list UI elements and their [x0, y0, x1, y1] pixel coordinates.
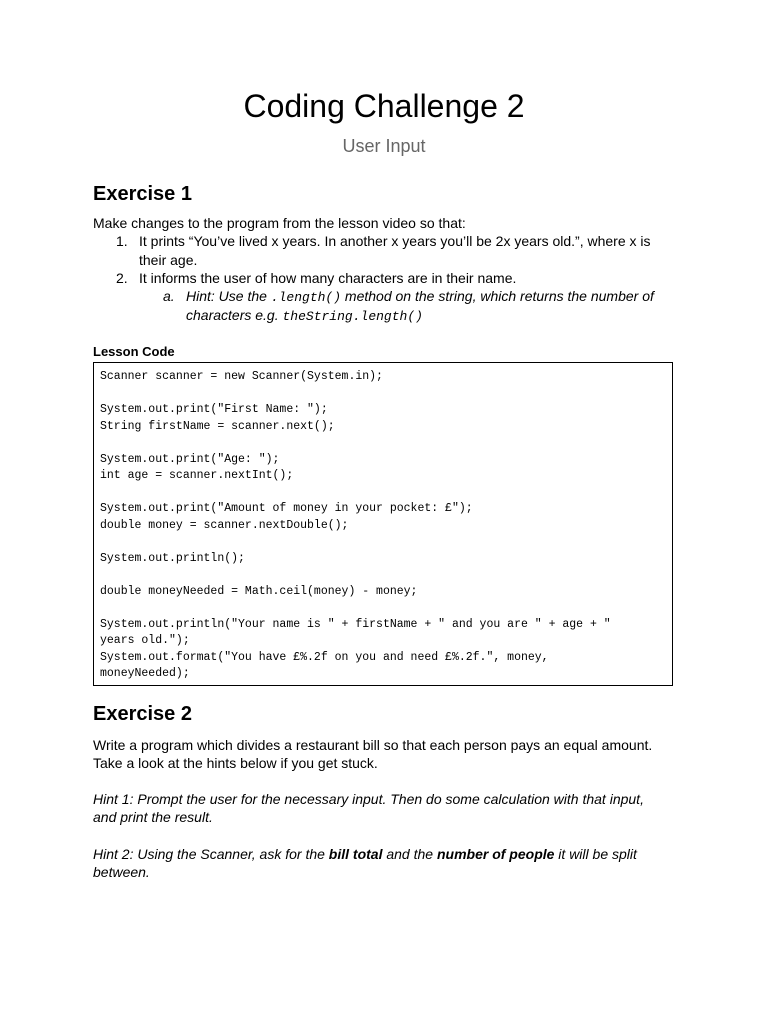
code-line: String firstName = scanner.next();	[100, 419, 335, 433]
hint-line-1	[186, 287, 654, 307]
hint-1-line2: and print the result.	[93, 809, 213, 825]
code-line: System.out.print("Age: ");	[100, 452, 280, 466]
hint-code-example: theString.length()	[282, 309, 423, 324]
code-line: System.out.print("First Name: ");	[100, 403, 328, 416]
hint-2-line2: between.	[93, 864, 150, 880]
sublist-letter-a: a.	[163, 288, 175, 304]
code-line: System.out.format("You have £%.2f on you and need £%.2f.", money,	[100, 650, 549, 664]
code-line: System.out.print("Amount of money in your pocket: £");	[100, 502, 473, 515]
hint-code-length: .length()	[270, 290, 342, 305]
hint-1-line1: Hint 1: Prompt the user for the necessary input. Then do some calculation with that input,	[93, 791, 644, 807]
list-item-1-line1: It prints “You’ve lived x years. In another x years you’ll be 2x years old.”, where x is	[139, 233, 651, 249]
hint-line2-prefix: characters e.g.	[186, 307, 283, 323]
hint-2-mid: and the	[382, 846, 437, 862]
hint-line-2	[186, 306, 423, 326]
code-line: double moneyNeeded = Math.ceil(money) - money;	[100, 584, 418, 598]
code-line: System.out.println();	[100, 551, 245, 565]
code-line: int age = scanner.nextInt();	[100, 469, 294, 482]
code-line: Scanner scanner = new Scanner(System.in);	[100, 370, 383, 383]
lesson-code-label: Lesson Code	[93, 344, 175, 359]
list-item-1-line2: their age.	[139, 252, 198, 268]
code-line: double money = scanner.nextDouble();	[100, 518, 349, 532]
hint-2-prefix: Hint 2: Using the Scanner, ask for the	[93, 846, 329, 862]
list-number-2: 2.	[116, 270, 128, 286]
exercise-1-heading: Exercise 1	[93, 183, 192, 205]
list-number-1: 1.	[116, 233, 128, 249]
hint-middle: method on the string, which returns the number of	[341, 288, 654, 304]
code-line: years old.");	[100, 634, 190, 647]
document-subtitle: User Input	[342, 136, 426, 156]
hint-2-suffix: it will be split	[554, 846, 637, 862]
hint-2-bold-bill-total: bill total	[328, 846, 383, 862]
exercise-2-para-line2: Take a look at the hints below if you get stuck.	[93, 755, 378, 771]
exercise-1-intro: Make changes to the program from the lesson video so that:	[93, 215, 466, 231]
code-block	[93, 362, 673, 686]
document-title: Coding Challenge 2	[243, 88, 525, 124]
code-line: moneyNeeded);	[100, 667, 190, 680]
exercise-2-heading: Exercise 2	[93, 703, 192, 725]
hint-prefix: Hint: Use the	[186, 288, 271, 304]
list-item-2: It informs the user of how many characters are in their name.	[139, 270, 517, 286]
hint-2-line1	[93, 845, 673, 863]
hint-2-bold-number-of-people: number of people	[436, 846, 555, 862]
code-line: System.out.println("Your name is " + firstName + " and you are " + age + "	[100, 617, 611, 631]
exercise-2-para-line1: Write a program which divides a restaurant bill so that each person pays an equal amount.	[93, 737, 653, 753]
